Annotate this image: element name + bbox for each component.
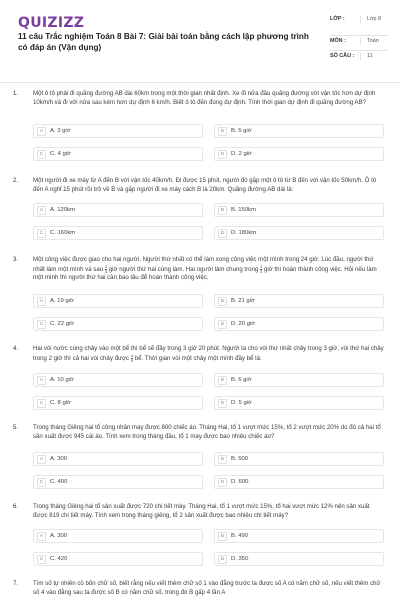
question-number: 7. [13,580,19,587]
option-d[interactable] [214,552,384,566]
meta-count-label: SỐ CÂU : [330,53,355,59]
option-text: A. 120km [50,207,75,213]
option-letter: C [37,320,46,329]
option-text: C. 22 giờ [50,321,75,327]
question-text: Tìm số tự nhiên có bốn chữ số, biết rằng nếu viết thêm chữ số 1 vào đằng trước ta được số A có năm chữ số, nếu viết thêm chữ số 4 vào đằng sau ta được số B có năm chữ số, trong đó B gấp 4 lần A [33,580,381,596]
fraction-numerator: 2 [104,263,108,269]
option-b[interactable] [214,124,384,138]
option-text: D. 350 [231,556,249,562]
option-text: C. 8 giờ [50,400,71,406]
option-c[interactable] [33,226,203,240]
option-letter: C [37,555,46,564]
option-letter: B [218,532,227,541]
option-letter: A [37,532,46,541]
option-text: B. 500 [231,456,249,462]
option-a[interactable] [33,294,203,308]
option-c[interactable] [33,396,203,410]
option-letter: D [218,150,227,159]
fraction-numerator: 1 [260,263,263,269]
option-b[interactable] [214,294,384,308]
fraction [131,354,133,363]
question-text-part: giờ người thứ hai cùng làm. Hai người làm chung trong [108,265,259,273]
quizizz-logo: QUIZIZZ [18,15,85,31]
fraction-numerator: 4 [130,352,134,358]
question-text-part: Một công việc được giao cho hai người. Người thứ nhất có thể làm xong công việc một mình trong 24 giờ. Lúc đầu, người thứ nhất làm một mình và sau [33,256,374,273]
question-number: 1. [13,90,19,97]
option-letter: B [218,455,227,464]
option-letter: A [37,127,46,136]
option-b[interactable] [214,452,384,466]
question-number: 5. [13,424,19,431]
option-text: B. 490 [231,533,249,539]
question-text [33,256,385,283]
option-letter: B [218,206,227,215]
meta-class-value: Lớp 8 [360,16,388,23]
meta-subject-value: Toán [360,38,388,45]
option-letter: D [218,478,227,487]
option-text: D. 20 giờ [231,321,256,327]
question-number: 2. [13,177,19,184]
meta-subject-row [330,36,388,51]
option-letter: B [218,127,227,136]
meta-count-row [330,51,388,65]
meta-table [330,14,388,65]
option-text: B. 6 giờ [231,377,252,383]
option-text: C. 4 giờ [50,151,71,157]
option-letter: A [37,297,46,306]
option-letter: A [37,206,46,215]
option-text: D. 5 giờ [231,400,252,406]
option-b[interactable] [214,203,384,217]
option-letter: B [218,297,227,306]
question-number: 6. [13,503,19,510]
option-letter: C [37,478,46,487]
option-c[interactable] [33,147,203,161]
option-d[interactable] [214,147,384,161]
meta-class-label: LỚP : [330,16,345,22]
option-d[interactable] [214,475,384,489]
option-letter: D [218,229,227,238]
option-d[interactable] [214,226,384,240]
option-text: A. 300 [50,456,68,462]
question-text-part: bể. Thời gian vòi một chảy một mình đầy bể là: [134,354,262,362]
option-b[interactable] [214,529,384,543]
option-text: D. 2 giờ [231,151,252,157]
meta-count-value: 11 [360,53,388,60]
fraction-denominator: 5 [130,357,134,363]
option-text: A. 10 giờ [50,377,74,383]
question-text-part: giờ thì hoàn thành công việc. Hỏi nếu làm một mình thì người thứ hai cần bao lâu để hoàn thành công việc. [33,265,377,282]
option-text: A. 300 [50,533,68,539]
option-text: A. 19 giờ [50,298,74,304]
question-text: Trong tháng Giêng hai tổ sản xuất được 720 chi tiết máy. Tháng Hai, tổ 1 vượt mức 15%, tổ hai vượt mức 12% nên sản xuất được 819 chi tiết máy. Tính xem trong tháng giêng, tổ 2 sản xuất được bao nhiêu chi tiết máy? [33,503,370,519]
option-b[interactable] [214,373,384,387]
page-title: 11 câu Trắc nghiệm Toán 8 Bài 7: Giải bài toán bằng cách lập phương trình có đáp án (Vận dụng) [18,32,309,52]
question-number: 4. [13,345,19,352]
option-letter: D [218,399,227,408]
fraction-denominator: 3 [260,268,263,274]
option-c[interactable] [33,317,203,331]
option-a[interactable] [33,529,203,543]
option-letter: A [37,455,46,464]
option-text: C. 160km [50,230,76,236]
header-divider [0,82,400,83]
option-c[interactable] [33,552,203,566]
option-text: D. 600 [231,479,249,485]
option-a[interactable] [33,452,203,466]
option-text: D. 180km [231,230,257,236]
option-text: C. 420 [50,556,68,562]
option-d[interactable] [214,396,384,410]
option-text: B. 21 giờ [231,298,255,304]
option-a[interactable] [33,124,203,138]
option-text: C. 400 [50,479,68,485]
option-c[interactable] [33,475,203,489]
fraction [105,265,107,274]
fraction [260,265,262,274]
question-text: Một người đi xe máy từ A đến B với vận tốc 40km/h. Đi được 15 phút, người đó gặp một ô tô từ B đến với vận tốc 50km/h. Ô tô đến A nghỉ 15 phút rồi trở về B và gặp người đi xe máy cách B là 20km. Quãng đường AB dài là: [33,177,377,193]
option-letter: A [37,376,46,385]
option-letter: B [218,376,227,385]
option-letter: C [37,399,46,408]
fraction-denominator: 3 [104,268,108,274]
option-text: B. 150km [231,207,256,213]
option-letter: C [37,150,46,159]
question-text: Một ô tô phải đi quãng đường AB dài 60km trong một thời gian nhất định. Xe đi nửa đầu quãng đường với vận tốc hơn dự định 10km/h và đi với nửa sau kém hơn dự định 6 km/h. Biết ô tô đến đúng dự định. Tính thời gian dự định đi quãng đường AB? [33,90,376,106]
option-letter: D [218,555,227,564]
option-d[interactable] [214,317,384,331]
meta-class-row [330,14,388,36]
option-a[interactable] [33,373,203,387]
meta-subject-label: MÔN : [330,38,346,44]
question-text [33,345,385,363]
option-text: B. 5 giờ [231,128,252,134]
option-letter: C [37,229,46,238]
question-number: 3. [13,256,19,263]
question-text-part: Hai vòi nước cùng chảy vào một bể thì bể sẽ đầy trong 3 giờ 20 phút. Người ta cho vòi thứ nhất chảy trong 3 giờ, vòi thứ hai chảy trong 2 giờ thì cả hai vòi chảy được [33,345,384,362]
option-a[interactable] [33,203,203,217]
question-text: Trong tháng Giêng hai tổ công nhân may được 800 chiếc áo. Tháng Hai, tổ 1 vượt mức 15%, tổ 2 vượt mức 20% do đó cả hai tổ sản xuất được 945 cái áo. Tính xem trong tháng đầu, tổ 1 may được bao nhiêu chiếc áo? [33,424,381,440]
option-text: A. 3 giờ [50,128,71,134]
option-letter: D [218,320,227,329]
